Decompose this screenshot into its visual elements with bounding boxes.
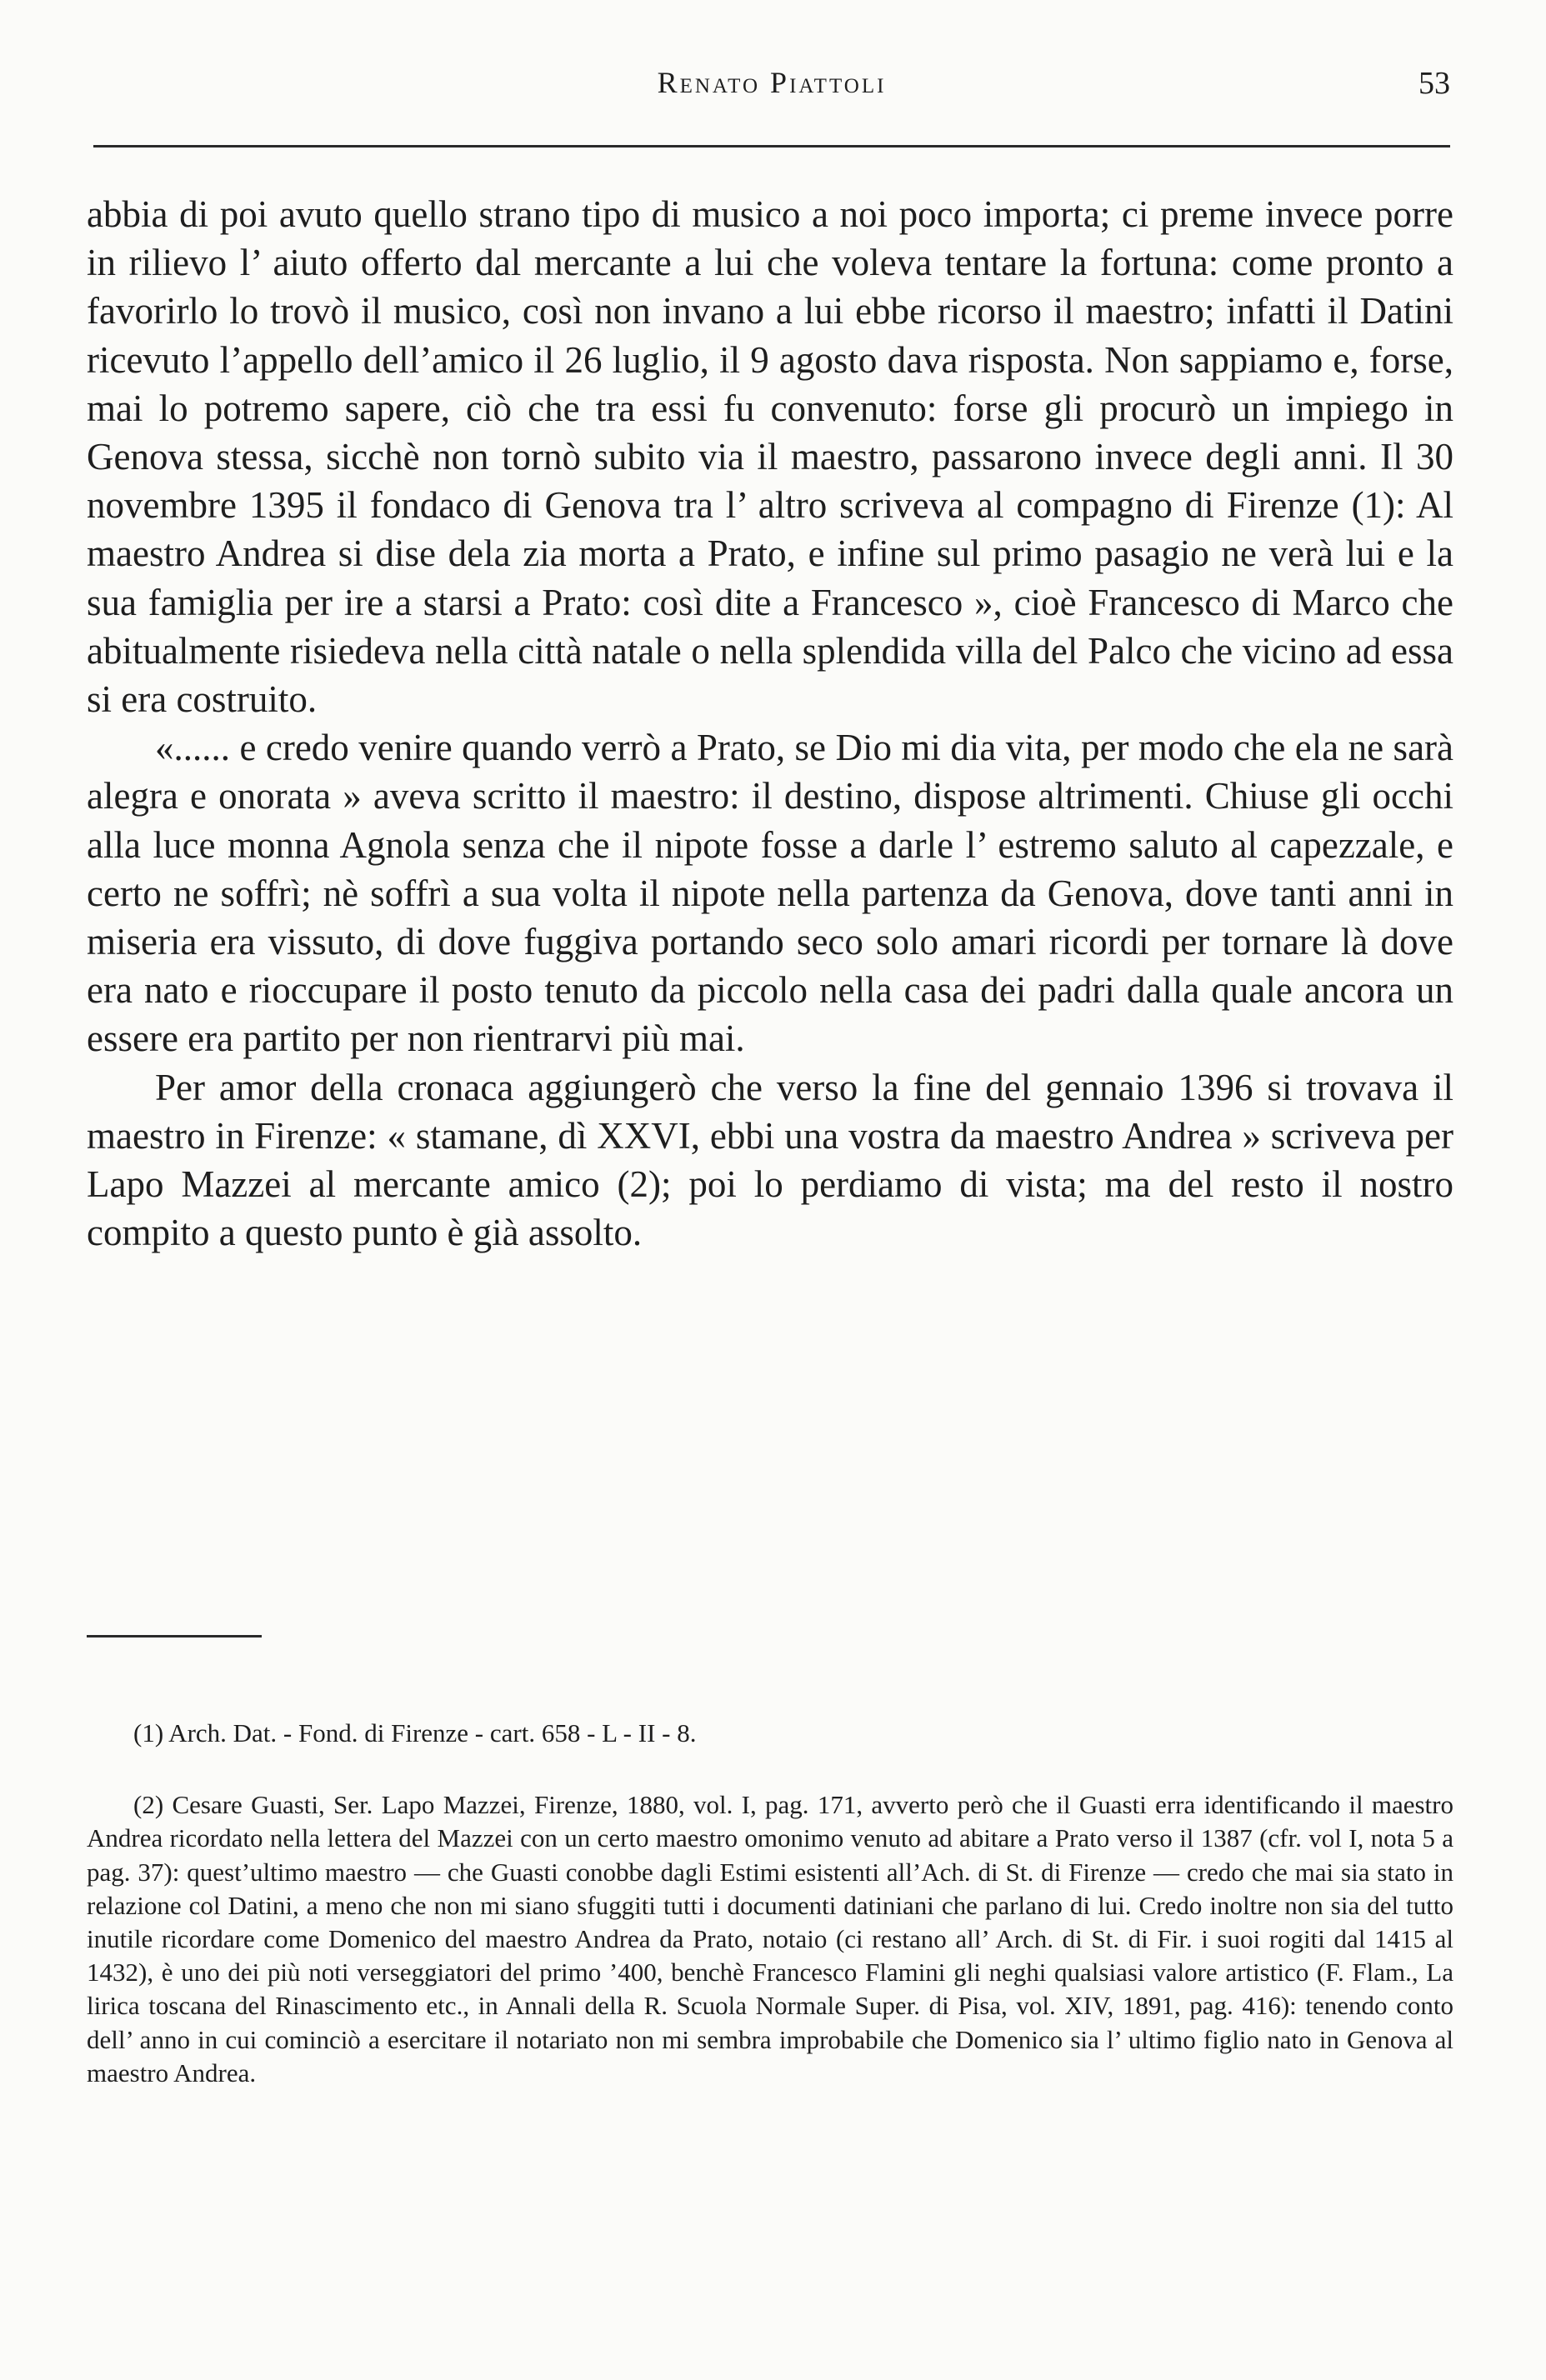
footnote-2: (2) Cesare Guasti, Ser. Lapo Mazzei, Firenze, 1880, vol. I, pag. 171, avverto però che il Guasti erra identificando il maestro Andrea ricordato nella lettera del Mazzei con un certo maestro omonimo venuto ad abitare a Prato verso il 1387 (cfr. vol I, nota 5 a pag. 37): quest’ultimo maestro — che Guasti conobbe dagli Estimi esistenti all’Ach. di St. di Firenze — credo che mai sia stato in relazione col Datini, a meno che non mi siano sfuggiti tutti i documenti datiniani che parlano di lui. Credo inoltre non sia del tutto inutile ricordare come Domenico del maestro Andrea da Prato, notaio (ci restano all’ Arch. di St. di Fir. i suoi rogiti dal 1415 al 1432), è uno dei più noti verseggiatori del primo ’400, benchè Francesco Flamini gli neghi qualsiasi valore artistico (F. Flam., La lirica toscana del Rinascimento etc., in Annali della R. Scuola Normale Super. di Pisa, vol. XIV, 1891, pag. 416): tenendo conto dell’ anno in cui cominciò a esercitare il notariato non mi sembra improbabile che Domenico sia l’ ultimo figlio nato in Genova al maestro Andrea. (87, 1790, 1453, 2088)
footnote-rule (87, 1635, 262, 1638)
header-rule (93, 145, 1450, 148)
page-header (93, 65, 1450, 115)
body-paragraph: abbia di poi avuto quello strano tipo di musico a noi poco importa; ci preme invece porre in rilievo l’ aiuto offerto dal mercante a lui che voleva tentare la fortuna: come pronto a favorirlo lo trovò il musico, così non invano a lui ebbe ricorso il maestro; infatti il Datini ricevuto l’appello dell’amico il 26 luglio, il 9 agosto dava risposta. Non sappiamo e, forse, mai lo potremo sapere, ciò che tra essi fu convenuto: forse gli procurò un impiego in Genova stessa, sicchè non tornò subito via il maestro, passarono invece degli anni. Il 30 novembre 1395 il fondaco di Genova tra l’ altro scriveva al compagno di Firenze (1): Al maestro Andrea si dise dela zia morta a Prato, e infine sul primo pasagio ne verà lui e la sua famiglia per ire a starsi a Prato: così dite a Francesco », cioè Francesco di Marco che abitualmente risiedeva nella città natale o nella splendida villa del Palco che vicino ad essa si era costruito. (87, 193, 1453, 721)
footnote-1: (1) Arch. Dat. - Fond. di Firenze - cart. 658 - L - II - 8. (133, 1718, 697, 1748)
footnotes (87, 1717, 1453, 2090)
main-text (87, 190, 1453, 1257)
body-paragraph: Per amor della cronaca aggiungerò che verso la fine del gennaio 1396 si trovava il maestro in Firenze: « stamane, dì XXVI, ebbi una vostra da maestro Andrea » scriveva per Lapo Mazzei al mercante amico (2); poi lo perdiamo di vista; ma del resto il nostro compito a questo punto è già assolto. (87, 1066, 1453, 1254)
body-paragraph: «...... e credo venire quando verrò a Prato, se Dio mi dia vita, per modo che ela ne sarà alegra e onorata » aveva scritto il maestro: il destino, dispose altrimenti. Chiuse gli occhi alla luce monna Agnola senza che il nipote fosse a darle l’ estremo saluto al capezzale, e certo ne soffrì; nè soffrì a sua volta il nipote nella partenza da Genova, dove tanti anni in miseria era vissuto, di dove fuggiva portando seco solo amari ricordi per tornare là dove era nato e rioccupare il posto tenuto da piccolo nella casa dei padri dalla quale ancora un essere era partito per non rientrarvi più mai. (87, 727, 1453, 1060)
page-number: 53 (1418, 66, 1450, 101)
running-head: Renato Piattoli (657, 66, 887, 99)
